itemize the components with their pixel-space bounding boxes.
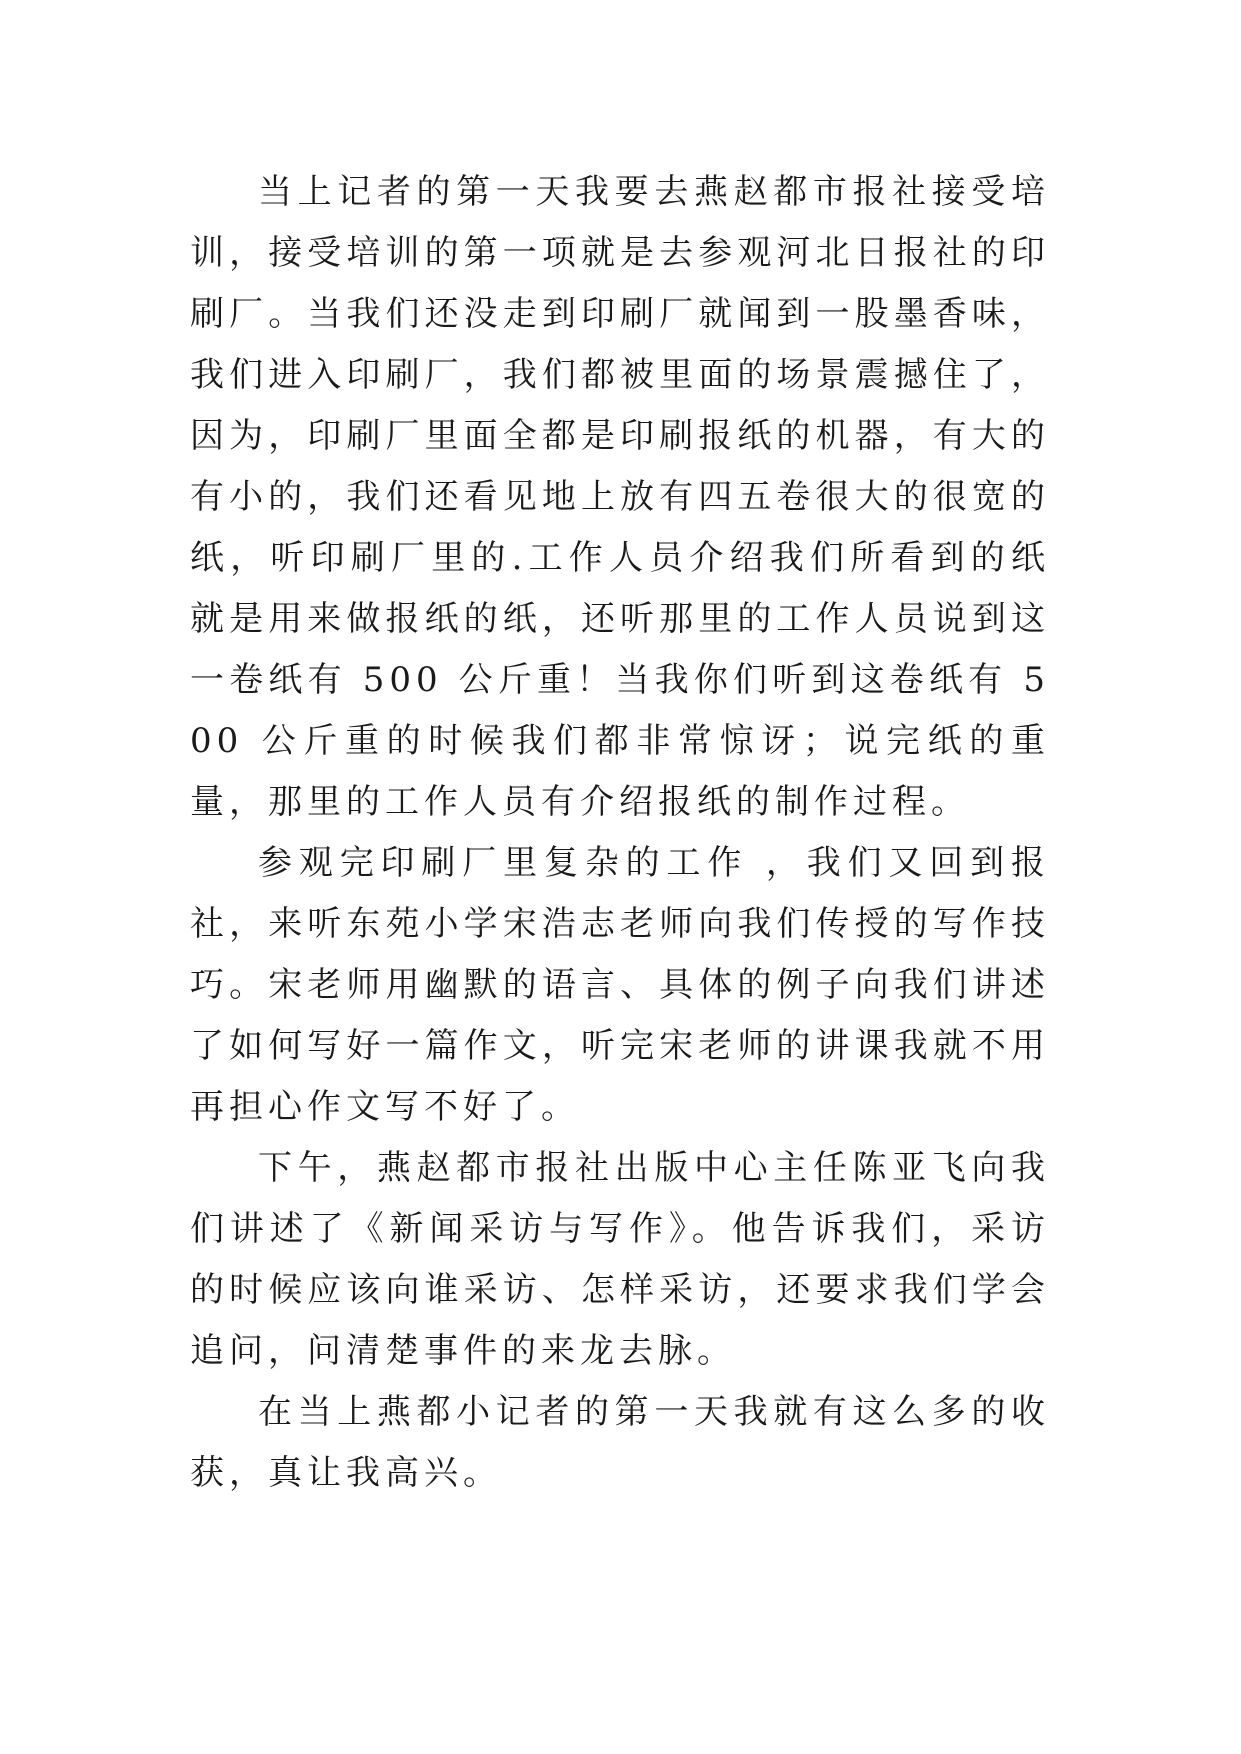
paragraph-2: 参观完印刷厂里复杂的工作 ，我们又回到报社，来听东苑小学宋浩志老师向我们传授的写作技巧。宋老师用幽默的语言、具体的例子向我们讲述了如何写好一篇作文，听完宋老师的讲课我就不用再担心作文写不好了。 <box>190 843 1050 1127</box>
paragraph-4: 在当上燕都小记者的第一天我就有这么多的收获，真让我高兴。 <box>190 1392 1050 1493</box>
document-body <box>190 162 1050 1504</box>
paragraph-3: 下午，燕赵都市报社出版中心主任陈亚飞向我们讲述了《新闻采访与写作》。他告诉我们，采访的时候应该向谁采访、怎样采访，还要求我们学会追问，问清楚事件的来龙去脉。 <box>190 1148 1050 1371</box>
paragraph-1: 当上记者的第一天我要去燕赵都市报社接受培训，接受培训的第一项就是去参观河北日报社的印刷厂。当我们还没走到印刷厂就闻到一股墨香味，我们进入印刷厂，我们都被里面的场景震撼住了，因为，印刷厂里面全都是印刷报纸的机器，有大的有小的，我们还看见地上放有四五卷很大的很宽的纸，听印刷厂里的.工作人员介绍我们所看到的纸就是用来做报纸的纸，还听那里的工作人员说到这一卷纸有 500 公斤重！当我你们听到这卷纸有 500 公斤重的时候我们都非常惊讶；说完纸的重量，那里的工作人员有介绍报纸的制作过程。 <box>190 172 1050 822</box>
